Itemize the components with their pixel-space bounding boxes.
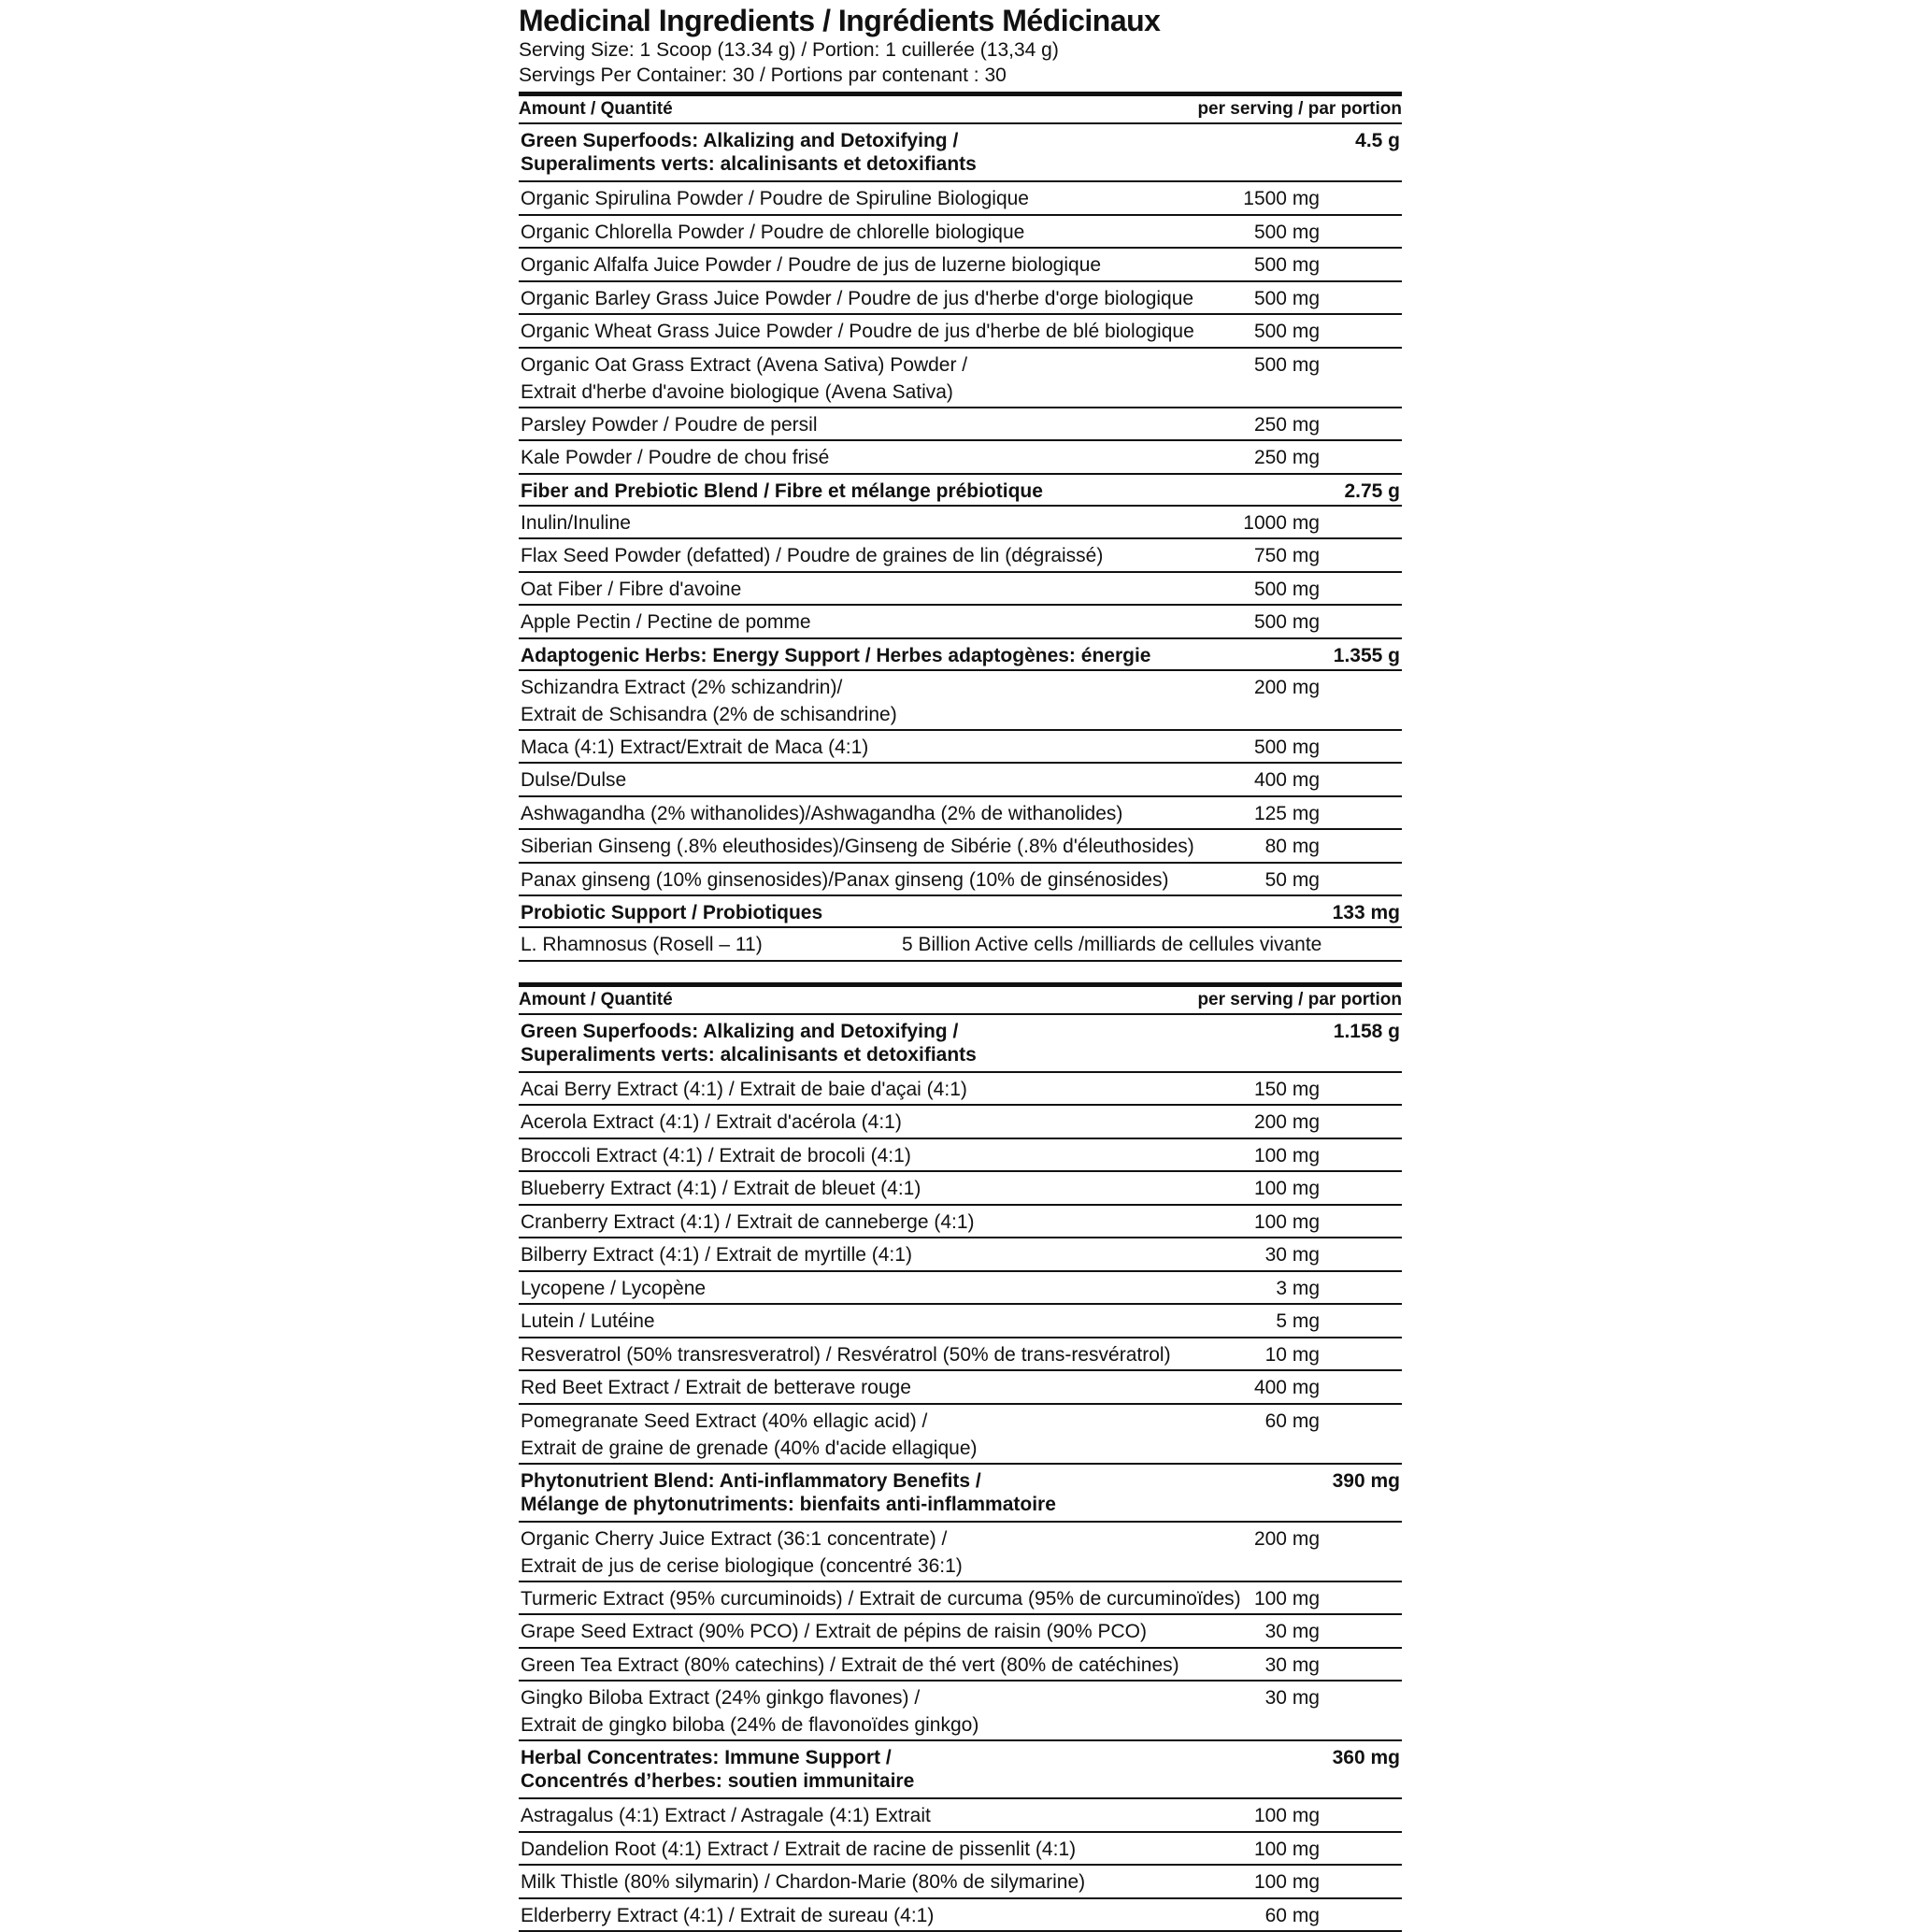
ingredient-amount: 250 mg [1254,444,1320,471]
category-row [519,1741,1402,1799]
supplement-facts-panel [519,0,1402,1932]
ingredient-name: Siberian Ginseng (.8% eleuthosides)/Ginseng de Sibérie (.8% d'éleuthosides) [521,833,1194,860]
ingredient-amount: 500 mg [1254,251,1320,279]
ingredient-name: Lycopene / Lycopène [521,1275,706,1302]
ingredient-row [519,1615,1402,1649]
category-name: Green Superfoods: Alkalizing and Detoxifying / Superaliments verts: alcalinisants et detoxifiants [521,129,977,176]
ingredient-name: Dulse/Dulse [521,766,626,794]
ingredient-row [519,1272,1402,1306]
ingredient-row [519,1172,1402,1206]
category-row [519,1465,1402,1523]
ingredient-amount: 500 mg [1254,608,1320,636]
ingredient-row [519,1833,1402,1867]
ingredient-amount: 500 mg [1254,351,1320,379]
ingredient-row [519,1238,1402,1272]
category-amount: 390 mg [1333,1469,1400,1493]
ingredient-name: Milk Thistle (80% silymarin) / Chardon-Marie (80% de silymarine) [521,1868,1085,1896]
category-row [519,896,1402,928]
ingredient-name: Parsley Powder / Poudre de persil [521,411,818,438]
ingredient-row [519,1523,1402,1582]
ingredient-row [519,1866,1402,1899]
ingredient-row [519,1106,1402,1139]
ingredient-row [519,764,1402,797]
ingredient-name: Acai Berry Extract (4:1) / Extrait de baie d'açai (4:1) [521,1076,967,1103]
ingredient-row [519,408,1402,442]
ingredient-amount: 60 mg [1265,1902,1320,1929]
ingredient-name: Organic Spirulina Powder / Poudre de Spiruline Biologique [521,185,1029,212]
ingredient-name: Organic Oat Grass Extract (Avena Sativa) Powder / Extrait d'herbe d'avoine biologique (Avena Sativa) [521,351,967,406]
ingredient-amount: 500 mg [1254,734,1320,761]
category-name: Fiber and Prebiotic Blend / Fibre et mélange prébiotique [521,479,1043,503]
category-amount: 4.5 g [1355,129,1400,152]
ingredient-name: Cranberry Extract (4:1) / Extrait de canneberge (4:1) [521,1209,975,1236]
ingredient-amount: 400 mg [1254,766,1320,794]
ingredient-amount: 100 mg [1254,1868,1320,1896]
ingredient-name: Organic Cherry Juice Extract (36:1 concentrate) / Extrait de jus de cerise biologique (concentré 36:1) [521,1525,963,1580]
ingredient-name: Green Tea Extract (80% catechins) / Extrait de thé vert (80% de catéchines) [521,1652,1179,1679]
ingredient-row [519,830,1402,864]
ingredient-name: Inulin/Inuline [521,509,631,537]
ingredient-row [519,182,1402,216]
ingredient-row [519,1073,1402,1107]
category-name: Herbal Concentrates: Immune Support / Concentrés d’herbes: soutien immunitaire [521,1746,914,1793]
ingredient-amount: 1000 mg [1243,509,1320,537]
ingredient-name: Kale Powder / Poudre de chou frisé [521,444,829,471]
category-row [519,475,1402,507]
header-per-serving-label: per serving / par portion [1197,99,1402,120]
ingredient-amount: 30 mg [1265,1618,1320,1645]
serving-size: Serving Size: 1 Scoop (13.34 g) / Portion: 1 cuillerée (13,34 g) [519,37,1402,63]
ingredient-amount: 200 mg [1254,674,1320,701]
ingredient-name: Organic Chlorella Powder / Poudre de chlorelle biologique [521,219,1024,246]
ingredient-row [519,573,1402,607]
ingredient-note: 5 Billion Active cells /milliards de cellules vivante [902,931,1321,958]
header-amount-label: Amount / Quantité [519,99,673,120]
ingredient-name: Pomegranate Seed Extract (40% ellagic acid) / Extrait de graine de grenade (40% d'acide ellagique) [521,1408,978,1462]
ingredient-name: Bilberry Extract (4:1) / Extrait de myrtille (4:1) [521,1241,912,1268]
ingredient-name: Elderberry Extract (4:1) / Extrait de sureau (4:1) [521,1902,934,1929]
ingredient-amount: 30 mg [1265,1241,1320,1268]
ingredient-amount: 100 mg [1254,1836,1320,1863]
ingredient-amount: 125 mg [1254,800,1320,827]
ingredient-row [519,1682,1402,1741]
category-row [519,124,1402,182]
ingredient-name: Broccoli Extract (4:1) / Extrait de brocoli (4:1) [521,1142,911,1169]
category-name: Probiotic Support / Probiotiques [521,901,822,924]
ingredient-row [519,864,1402,897]
ingredient-row [519,216,1402,250]
ingredient-row [519,797,1402,831]
ingredient-amount: 100 mg [1254,1585,1320,1612]
ingredient-amount: 80 mg [1265,833,1320,860]
ingredient-row [519,1649,1402,1682]
ingredient-amount: 200 mg [1254,1109,1320,1136]
category-amount: 1.355 g [1334,644,1400,667]
category-amount: 1.158 g [1334,1020,1400,1043]
ingredient-amount: 400 mg [1254,1374,1320,1401]
category-amount: 2.75 g [1344,479,1400,503]
ingredient-amount: 500 mg [1254,285,1320,312]
ingredient-row [519,507,1402,540]
ingredient-row [519,1305,1402,1338]
category-row [519,639,1402,671]
ingredient-name: Organic Barley Grass Juice Powder / Poudre de jus d'herbe d'orge biologique [521,285,1193,312]
ingredient-amount: 500 mg [1254,219,1320,246]
ingredient-name: Ashwagandha (2% withanolides)/Ashwagandha (2% de withanolides) [521,800,1122,827]
ingredient-name: Turmeric Extract (95% curcuminoids) / Extrait de curcuma (95% de curcuminoïdes) [521,1585,1241,1612]
ingredient-amount: 30 mg [1265,1684,1320,1711]
ingredient-name: Apple Pectin / Pectine de pomme [521,608,811,636]
ingredient-amount: 50 mg [1265,866,1320,894]
table-header [519,96,1402,124]
ingredient-amount: 200 mg [1254,1525,1320,1553]
panel-title: Medicinal Ingredients / Ingrédients Médicinaux [519,4,1402,37]
ingredient-amount: 750 mg [1254,542,1320,569]
category-amount: 133 mg [1333,901,1400,924]
ingredient-row [519,1338,1402,1372]
table-header [519,987,1402,1015]
header-amount-label: Amount / Quantité [519,990,673,1010]
ingredient-row [519,1206,1402,1239]
ingredient-amount: 5 mg [1276,1308,1320,1335]
header-per-serving-label: per serving / par portion [1197,990,1402,1010]
ingredient-row [519,539,1402,573]
ingredient-row [519,731,1402,765]
ingredient-amount: 10 mg [1265,1341,1320,1368]
ingredient-row [519,671,1402,731]
ingredient-row [519,1371,1402,1405]
ingredient-amount: 100 mg [1254,1142,1320,1169]
ingredient-name: Astragalus (4:1) Extract / Astragale (4:1) Extrait [521,1802,931,1829]
ingredient-row [519,1899,1402,1932]
ingredient-name: Panax ginseng (10% ginsenosides)/Panax ginseng (10% de ginsénosides) [521,866,1168,894]
ingredient-amount: 30 mg [1265,1652,1320,1679]
ingredient-name: Lutein / Lutéine [521,1308,655,1335]
ingredient-name: Gingko Biloba Extract (24% ginkgo flavones) / Extrait de gingko biloba (24% de flavonoïdes ginkgo) [521,1684,978,1739]
category-row [519,1015,1402,1073]
ingredient-table [519,92,1402,962]
ingredient-amount: 100 mg [1254,1802,1320,1829]
ingredient-name: Organic Wheat Grass Juice Powder / Poudre de jus d'herbe de blé biologique [521,318,1194,345]
ingredient-name: Flax Seed Powder (defatted) / Poudre de graines de lin (dégraissé) [521,542,1103,569]
ingredient-row [519,441,1402,475]
category-name: Green Superfoods: Alkalizing and Detoxifying / Superaliments verts: alcalinisants et detoxifiants [521,1020,977,1066]
category-name: Adaptogenic Herbs: Energy Support / Herbes adaptogènes: énergie [521,644,1150,667]
ingredient-row [519,928,1402,962]
ingredient-name: Schizandra Extract (2% schizandrin)/ Extrait de Schisandra (2% de schisandrine) [521,674,897,728]
ingredient-row [519,1405,1402,1465]
ingredient-name: L. Rhamnosus (Rosell – 11) [521,931,763,958]
ingredient-amount: 100 mg [1254,1209,1320,1236]
ingredient-name: Maca (4:1) Extract/Extrait de Maca (4:1) [521,734,868,761]
ingredient-row [519,349,1402,408]
ingredient-name: Dandelion Root (4:1) Extract / Extrait de racine de pissenlit (4:1) [521,1836,1076,1863]
ingredient-row [519,1582,1402,1616]
ingredient-tables [519,92,1402,1932]
ingredient-amount: 500 mg [1254,576,1320,603]
ingredient-name: Red Beet Extract / Extrait de betterave rouge [521,1374,911,1401]
ingredient-name: Organic Alfalfa Juice Powder / Poudre de jus de luzerne biologique [521,251,1101,279]
servings-per-container: Servings Per Container: 30 / Portions par contenant : 30 [519,63,1402,88]
ingredient-amount: 500 mg [1254,318,1320,345]
ingredient-amount: 250 mg [1254,411,1320,438]
ingredient-table [519,982,1402,1932]
ingredient-name: Grape Seed Extract (90% PCO) / Extrait de pépins de raisin (90% PCO) [521,1618,1147,1645]
ingredient-row [519,606,1402,639]
ingredient-name: Blueberry Extract (4:1) / Extrait de bleuet (4:1) [521,1175,921,1202]
ingredient-amount: 150 mg [1254,1076,1320,1103]
ingredient-row [519,1799,1402,1833]
ingredient-row [519,1139,1402,1173]
ingredient-name: Acerola Extract (4:1) / Extrait d'acérola (4:1) [521,1109,902,1136]
ingredient-row [519,282,1402,316]
ingredient-name: Oat Fiber / Fibre d'avoine [521,576,741,603]
ingredient-name: Resveratrol (50% transresveratrol) / Resvératrol (50% de trans-resvératrol) [521,1341,1171,1368]
category-amount: 360 mg [1333,1746,1400,1769]
ingredient-amount: 1500 mg [1243,185,1320,212]
ingredient-amount: 60 mg [1265,1408,1320,1435]
category-name: Phytonutrient Blend: Anti-inflammatory Benefits / Mélange de phytonutriments: bienfaits anti-inflammatoire [521,1469,1056,1516]
ingredient-amount: 100 mg [1254,1175,1320,1202]
ingredient-amount: 3 mg [1276,1275,1320,1302]
ingredient-row [519,249,1402,282]
ingredient-row [519,315,1402,349]
